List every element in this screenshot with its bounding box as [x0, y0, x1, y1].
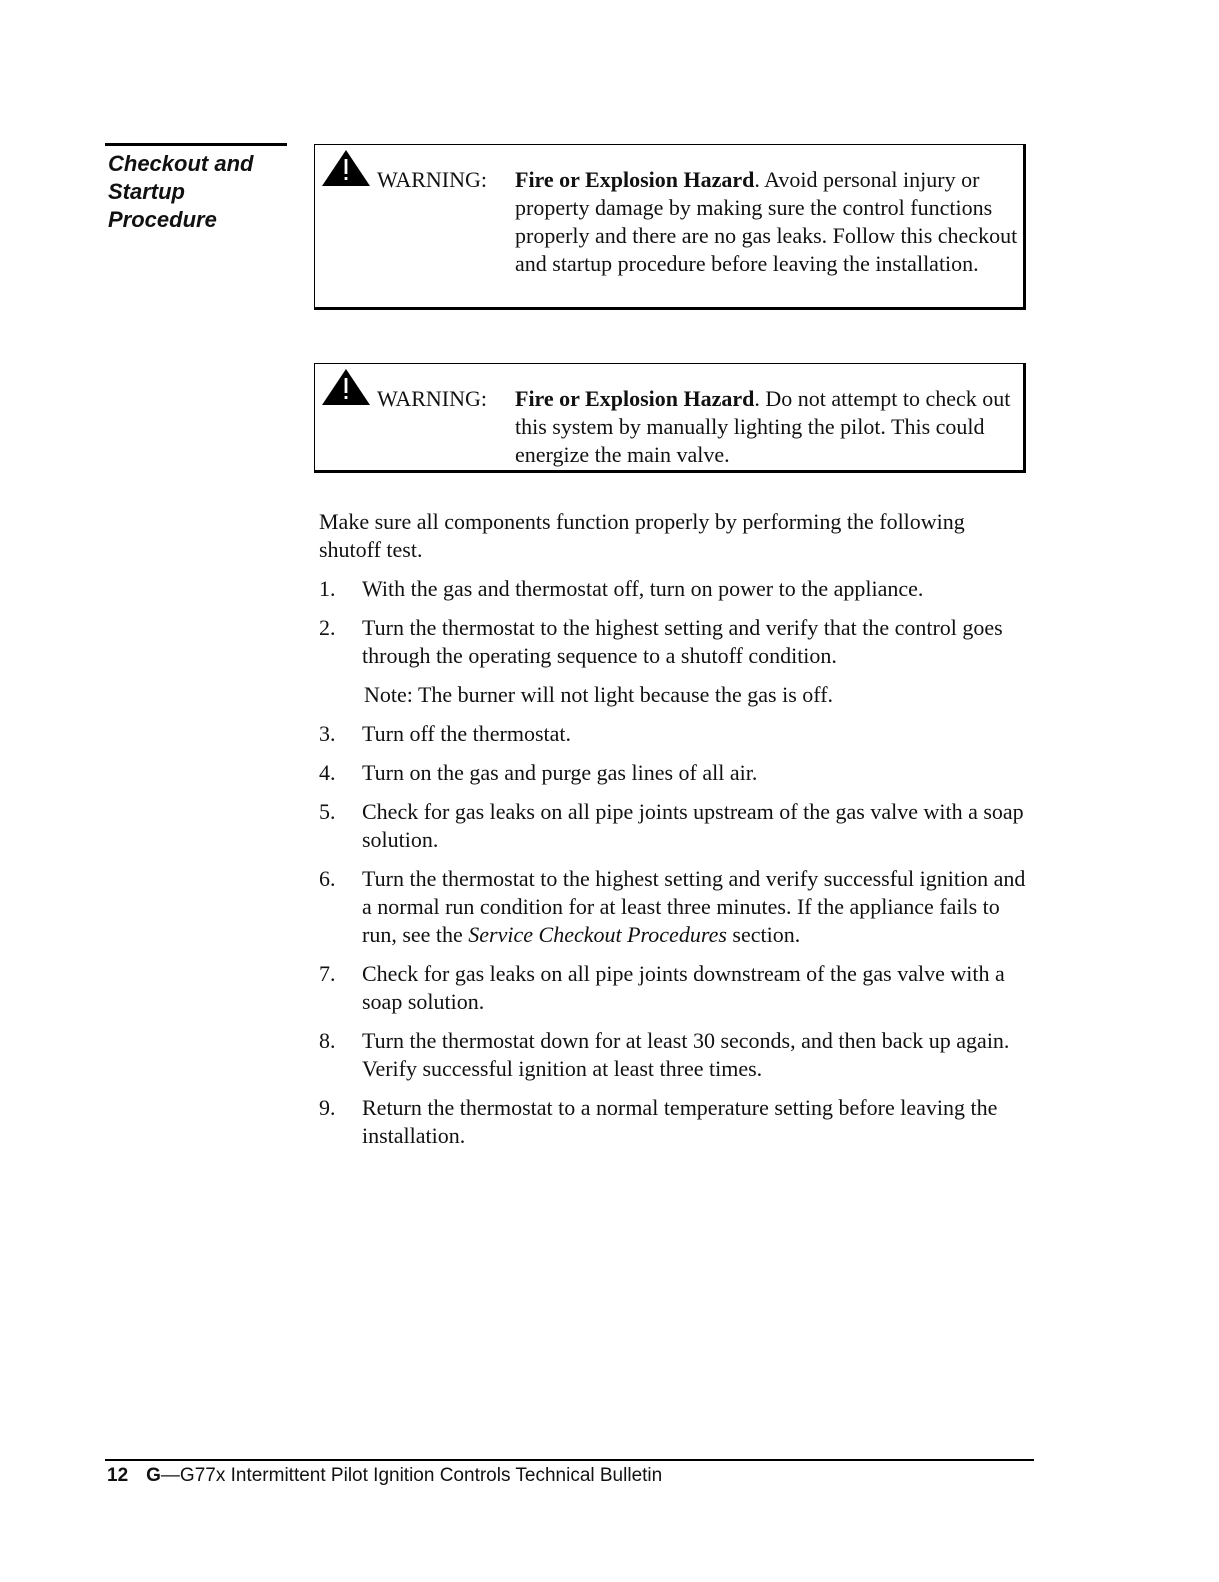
step-item [319, 960, 1031, 1016]
step-text: With the gas and thermostat off, turn on power to the appliance. [362, 576, 924, 601]
footer-title: —G77x Intermittent Pilot Ignition Controls Technical Bulletin [160, 1465, 663, 1486]
page-footer [107, 1464, 662, 1488]
step-number: 3. [319, 721, 336, 746]
step-text: Turn off the thermostat. [362, 721, 571, 746]
step-text-part: Turn the thermostat to the highest setting and verify successful ignition and a normal run condition for at least three minutes. If the appliance fails to run, see the [362, 866, 1026, 947]
step-text: Turn the thermostat to the highest setting and verify that the control goes through the operating sequence to a shutoff condition. [362, 615, 1003, 668]
step-number: 8. [319, 1028, 336, 1053]
warning-triangle-icon [321, 368, 371, 408]
step-text: Check for gas leaks on all pipe joints upstream of the gas valve with a soap solution. [362, 799, 1024, 852]
step-text [362, 865, 1031, 949]
warning-text [515, 385, 1021, 469]
step-text: Check for gas leaks on all pipe joints downstream of the gas valve with a soap solution. [362, 961, 1005, 1014]
step-text-part: section. [726, 922, 801, 947]
section-heading-line: Checkout and [108, 151, 254, 176]
step-item [319, 865, 1031, 949]
step-item [319, 1094, 1031, 1150]
hazard-title: Fire or Explosion Hazard [515, 386, 755, 411]
step-number: 1. [319, 576, 336, 601]
step-item [319, 759, 1031, 787]
warning-label: WARNING: [377, 386, 487, 411]
step-text: Return the thermostat to a normal temperature setting before leaving the installation. [362, 1095, 998, 1148]
warning-label: WARNING: [377, 167, 487, 192]
warning-box [314, 363, 1026, 473]
procedure-body [319, 508, 1031, 1161]
warning-body: . Avoid personal injury or property damage by making sure the control functions properly and there are no gas leaks. Follow this checkout and startup procedure before leaving the installation. [515, 167, 1018, 276]
warning-text [515, 166, 1021, 278]
note: Note: The burner will not light because the gas is off. [364, 682, 834, 707]
step-number: 5. [319, 799, 336, 824]
hazard-title: Fire or Explosion Hazard [515, 167, 755, 192]
footer-letter: G [146, 1465, 161, 1486]
section-reference: Service Checkout Procedures [468, 922, 727, 947]
footer-divider [105, 1459, 1034, 1461]
step-item [319, 575, 1031, 603]
step-text: Turn on the gas and purge gas lines of all air. [362, 760, 758, 785]
step-item [319, 720, 1031, 748]
step-number: 2. [319, 615, 336, 640]
step-item [319, 1027, 1031, 1083]
section-heading-line: Startup [108, 179, 185, 204]
step-item [319, 798, 1031, 854]
step-number: 9. [319, 1095, 336, 1120]
intro-paragraph: Make sure all components function properly by performing the following shutoff test. [319, 509, 965, 562]
step-text: Turn the thermostat down for at least 30 seconds, and then back up again. Verify successful ignition at least three times. [362, 1028, 1010, 1081]
page-number: 12 [107, 1465, 129, 1486]
section-heading-line: Procedure [108, 207, 217, 232]
warning-box [314, 144, 1026, 310]
step-number: 7. [319, 961, 336, 986]
warning-triangle-icon [321, 149, 371, 189]
step-item [319, 614, 1031, 670]
step-number: 6. [319, 866, 336, 891]
step-number: 4. [319, 760, 336, 785]
section-heading [105, 143, 287, 234]
warning-body: . Do not attempt to check out this system by manually lighting the pilot. This could energize the main valve. [515, 386, 1011, 467]
